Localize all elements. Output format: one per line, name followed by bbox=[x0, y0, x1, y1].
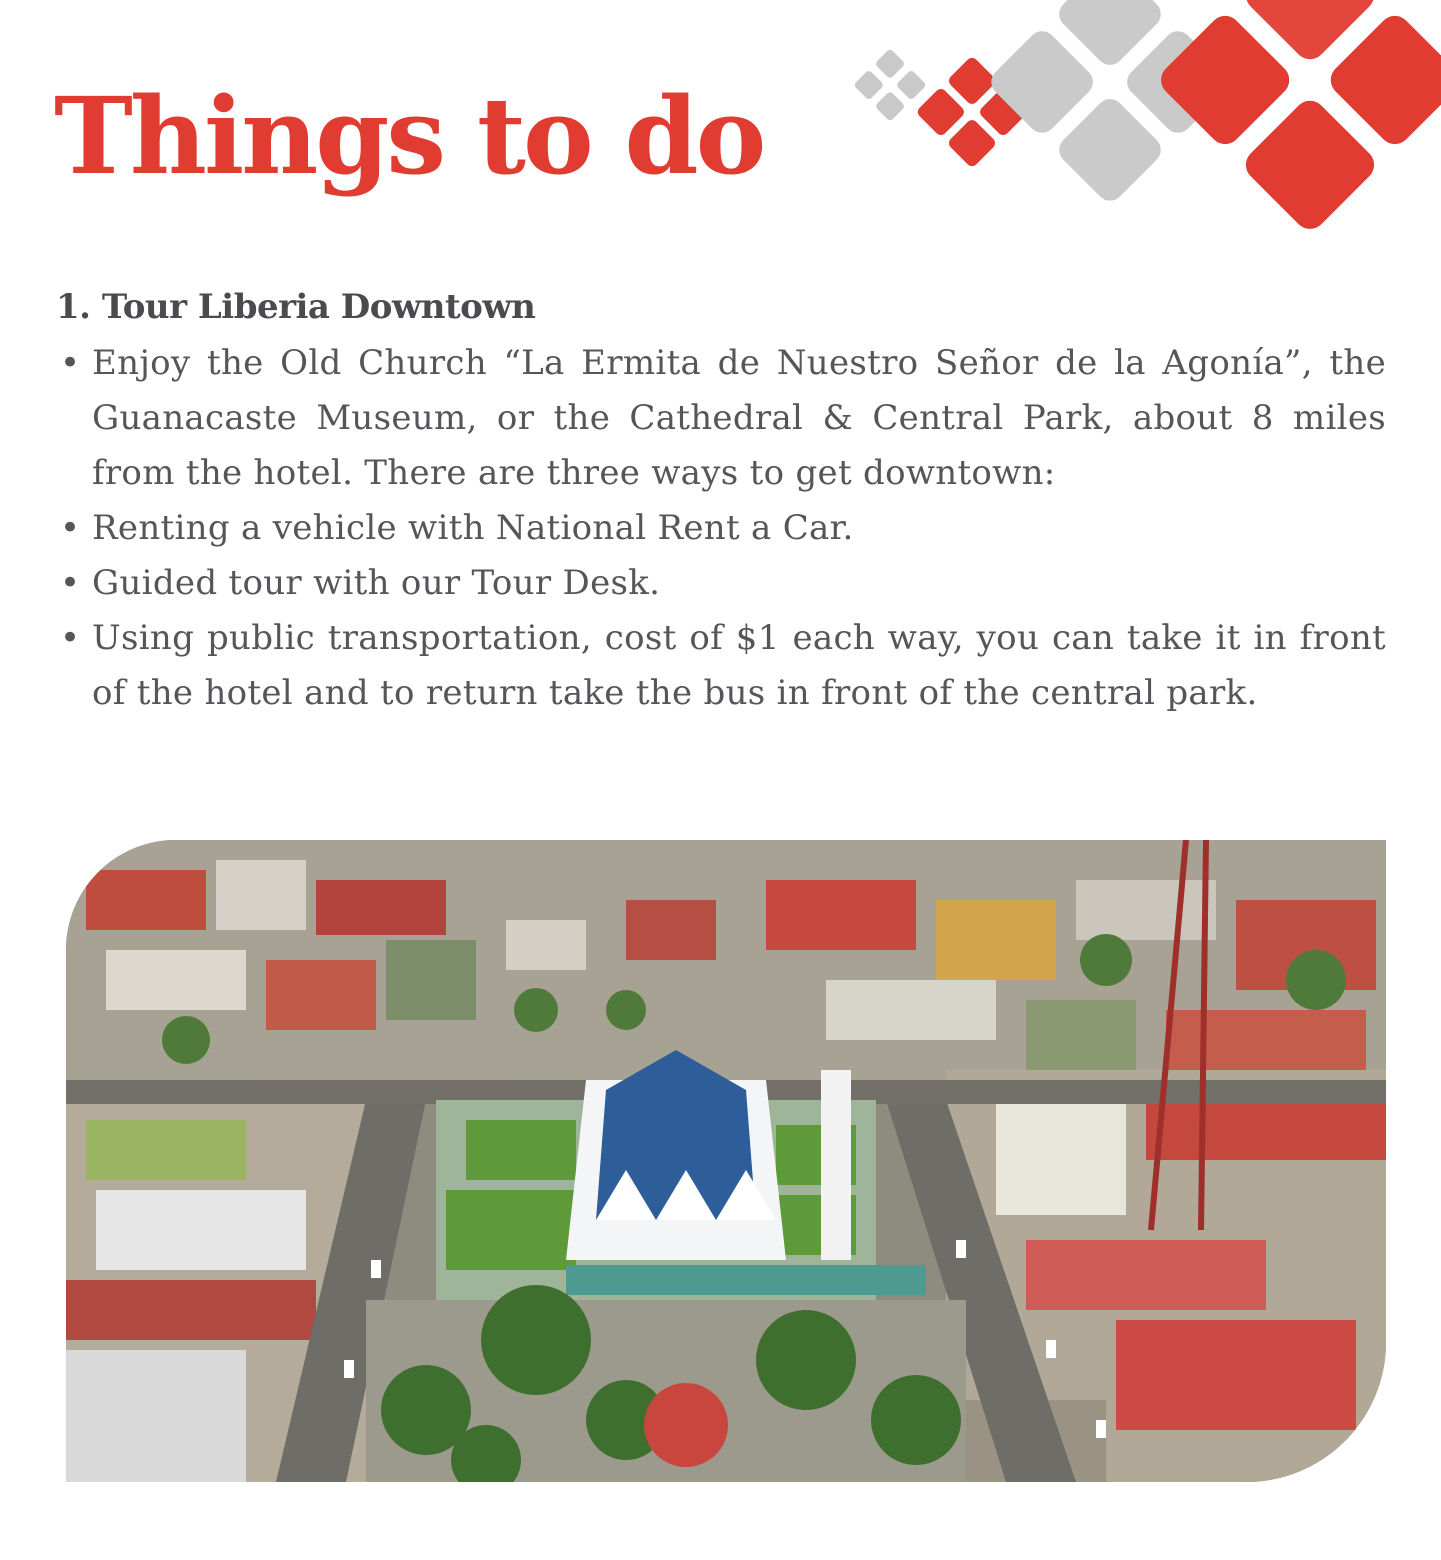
bullet-dot: • bbox=[60, 563, 81, 603]
bullet-text: Enjoy the Old Church “La Ermita de Nuestro Señor de la Agonía”, the Guanacaste Museum, or the Cathedral & Central Park, about 8 miles from the hotel. There are three ways to get downtown: bbox=[92, 343, 1386, 493]
bullet-list bbox=[56, 336, 1386, 721]
bullet-text: Renting a vehicle with National Rent a Car. bbox=[92, 508, 854, 548]
bullet-dot: • bbox=[60, 618, 81, 658]
section-heading: 1. Tour Liberia Downtown bbox=[56, 287, 536, 327]
bullet-text: Guided tour with our Tour Desk. bbox=[92, 563, 661, 603]
list-item bbox=[56, 336, 1386, 501]
list-item bbox=[56, 556, 1386, 611]
aerial-photo-illustration bbox=[66, 840, 1386, 1482]
list-item bbox=[56, 611, 1386, 721]
bullet-text: Using public transportation, cost of $1 each way, you can take it in front of the hotel and to return take the bus in front of the central park. bbox=[92, 618, 1386, 713]
tour-liberia-section bbox=[56, 284, 1386, 721]
page-title: Things to do bbox=[54, 73, 764, 198]
list-item bbox=[56, 501, 1386, 556]
aerial-city-photo bbox=[66, 840, 1386, 1482]
decorative-flower-motif bbox=[820, 0, 1441, 240]
bullet-dot: • bbox=[60, 508, 81, 548]
bullet-dot: • bbox=[60, 343, 81, 383]
